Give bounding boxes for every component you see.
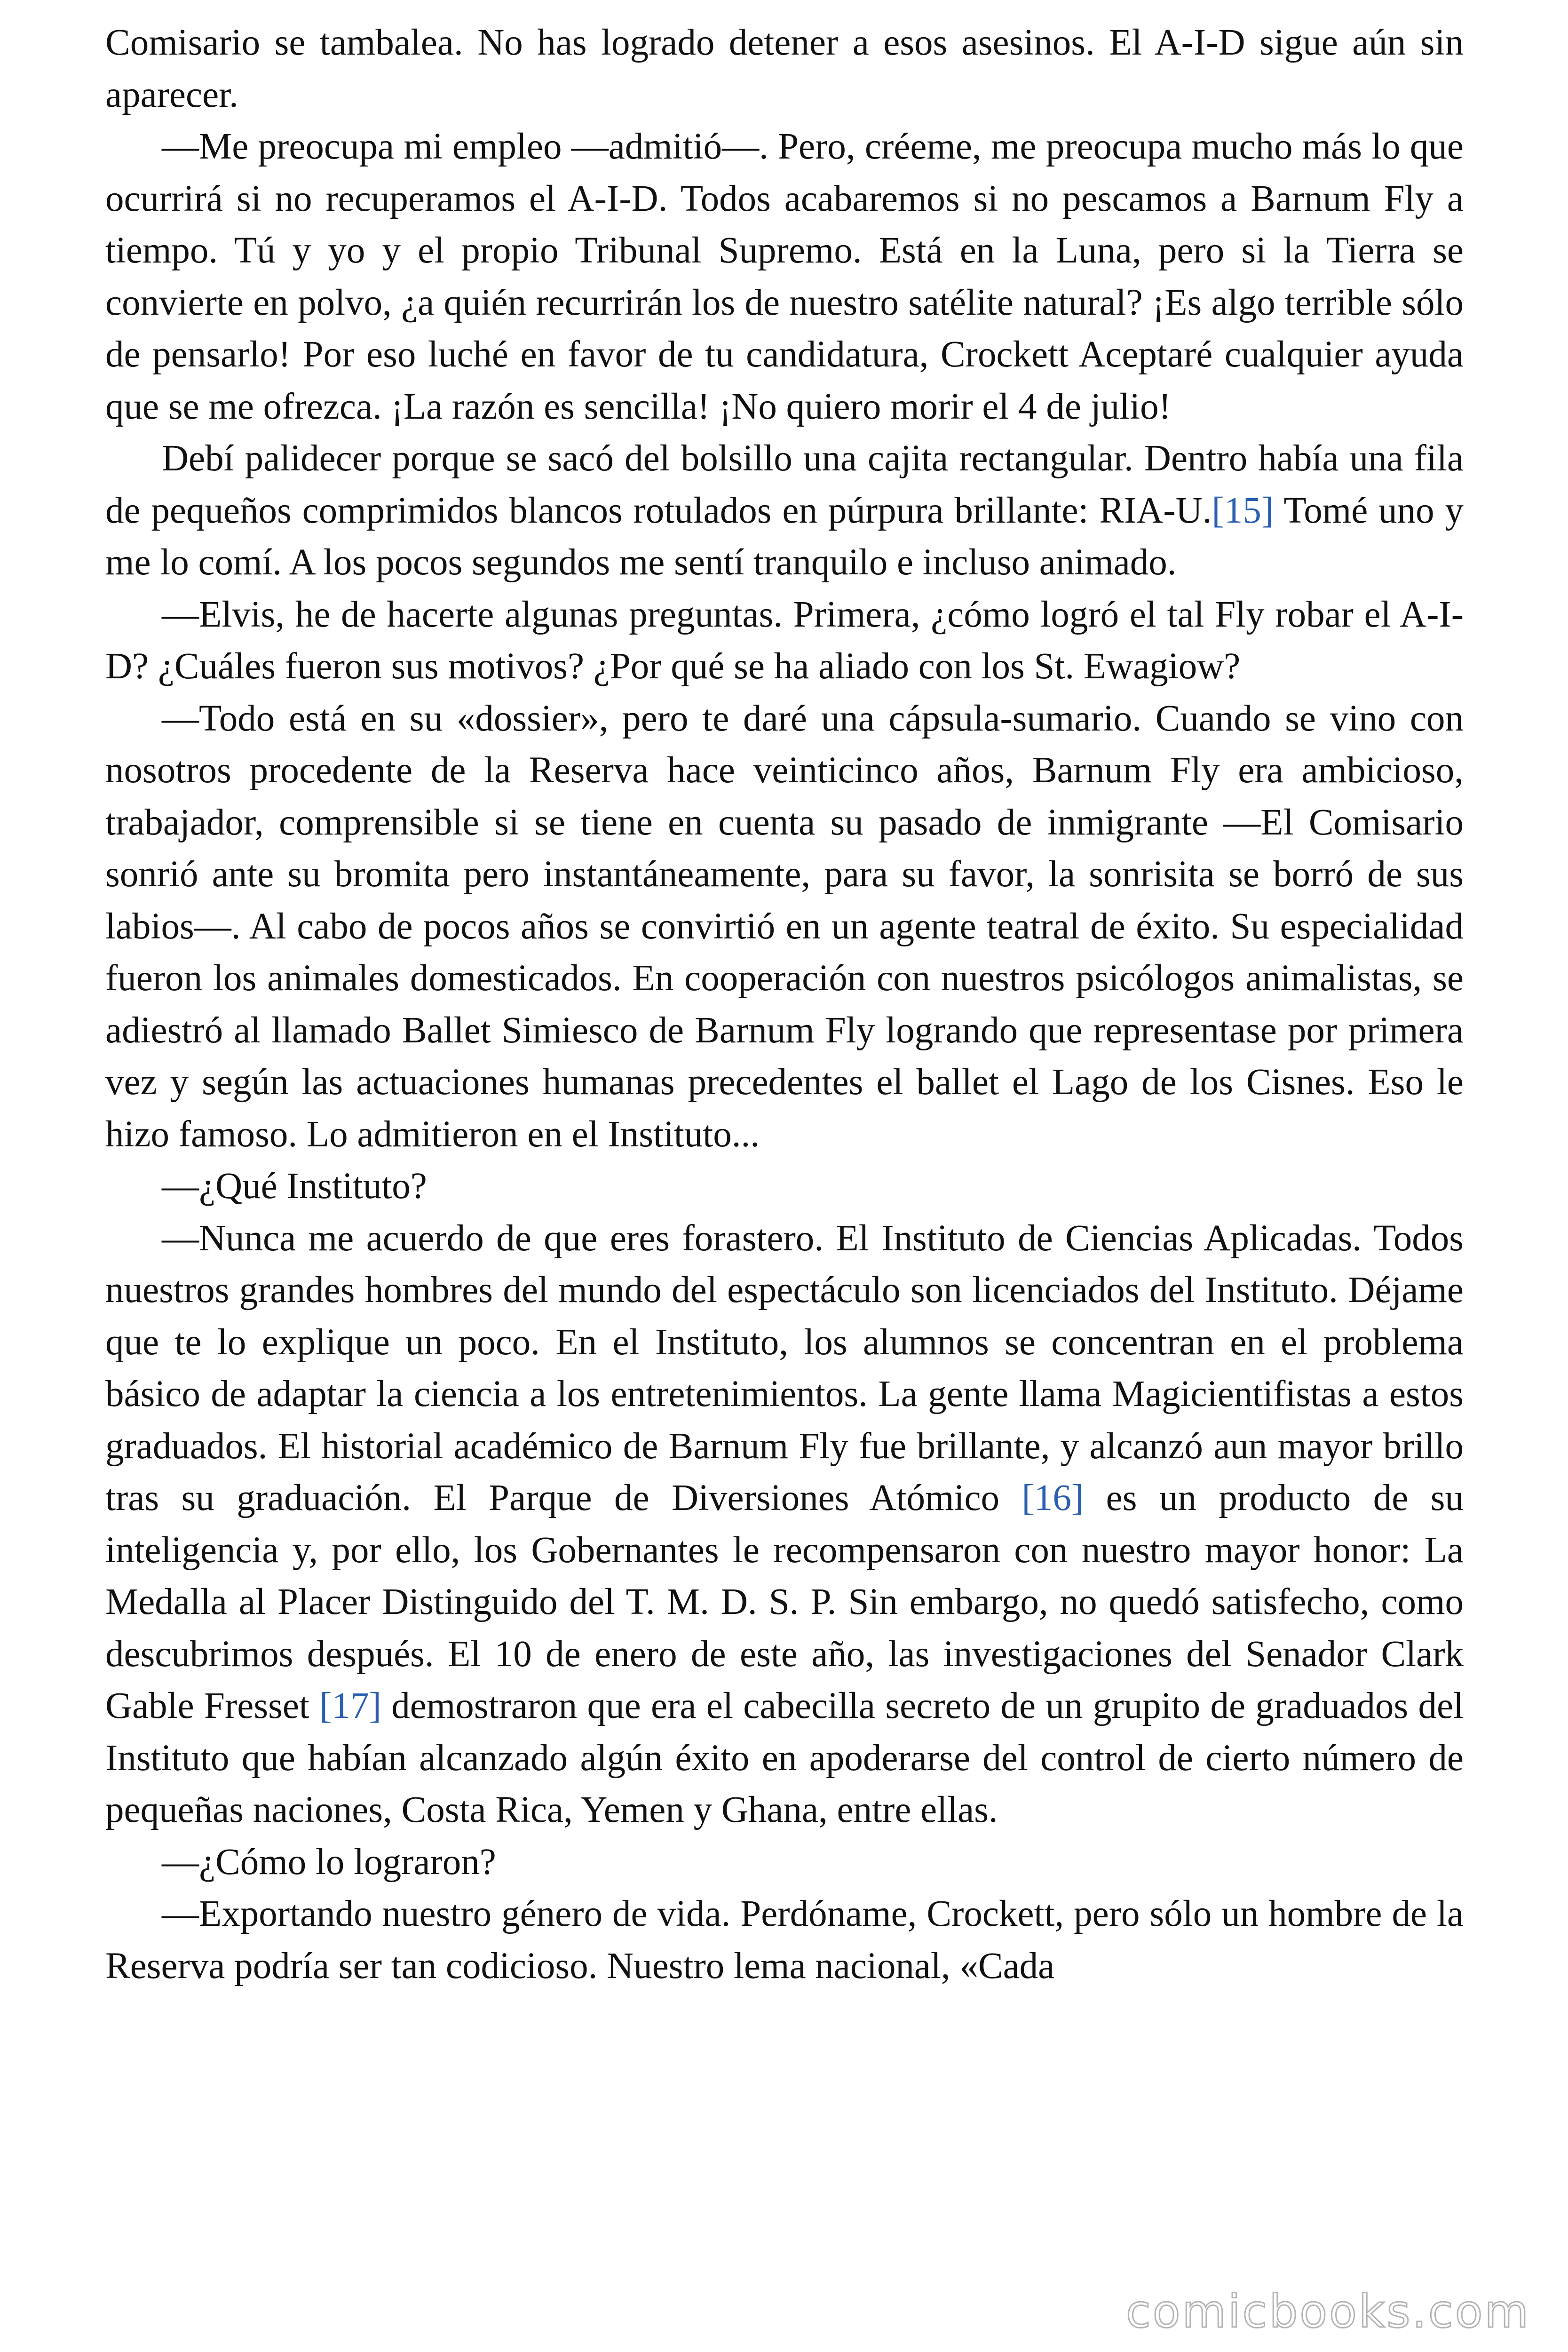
paragraph-text: —Exportando nuestro género de vida. Perdóname, Crockett, pero sólo un hombre de la Reserva podría ser tan codicioso. Nuestro lema nacional, «Cada [105, 1893, 1464, 1986]
paragraph-text: Tomé uno y me lo comí. A los pocos segundos me sentí tranquilo e incluso animado. [105, 490, 1464, 583]
paragraph [105, 1836, 1464, 1889]
page-body [105, 17, 1464, 1992]
paragraph-text: es un producto de su inteligencia y, por ello, los Gobernantes le recompensaron con nuestro mayor honor: La Medalla al Placer Distinguido del T. M. D. S. P. Sin embargo, no quedó satisfecho, como descubrimos después. El 10 de enero de este año, las investigaciones del Senador Clark Gable Fresset [105, 1478, 1464, 1726]
paragraph [105, 1888, 1464, 1992]
paragraph-text: —¿Cómo lo lograron? [162, 1841, 496, 1883]
footnote-link-16[interactable]: [16] [1022, 1478, 1084, 1518]
paragraph [105, 121, 1464, 433]
paragraph [105, 433, 1464, 589]
paragraph-text: —Nunca me acuerdo de que eres forastero. El Instituto de Ciencias Aplicadas. Todos nuestros grandes hombres del mundo del espectáculo son licenciados del Instituto. Déjame que te lo explique un poco. En el Instituto, los alumnos se concentran en el problema básico de adaptar la ciencia a los entretenimientos. La gente llama Magicientifistas a estos graduados. El historial académico de Barnum Fly fue brillante, y alcanzó aun mayor brillo tras su graduación. El Parque de Diversiones Atómico [105, 1217, 1464, 1518]
paragraph-text: —Elvis, he de hacerte algunas preguntas. Primera, ¿cómo logró el tal Fly robar el A-I-D? ¿Cuáles fueron sus motivos? ¿Por qué se ha aliado con los St. Ewagiow? [105, 594, 1464, 687]
paragraph-text: —¿Qué Instituto? [162, 1166, 427, 1207]
paragraph [105, 17, 1464, 121]
footnote-link-17[interactable]: [17] [319, 1685, 381, 1726]
paragraph [105, 589, 1464, 693]
paragraph-text: —Me preocupa mi empleo —admitió—. Pero, créeme, me preocupa mucho más lo que ocurrirá si no recuperamos el A-I-D. Todos acabaremos si no pescamos a Barnum Fly a tiempo. Tú y yo y el propio Tribunal Supremo. Está en la Luna, pero si la Tierra se convierte en polvo, ¿a quién recurrirán los de nuestro satélite natural? ¡Es algo terrible sólo de pensarlo! Por eso luché en favor de tu candidatura, Crockett Aceptaré cualquier ayuda que se me ofrezca. ¡La razón es sencilla! ¡No quiero morir el 4 de julio! [105, 126, 1464, 427]
watermark-logo: comicbooks.com [1125, 2285, 1530, 2338]
paragraph-text: Debí palidecer porque se sacó del bolsillo una cajita rectangular. Dentro había una fila de pequeños comprimidos blancos rotulados en púrpura brillante: RIA-U. [105, 438, 1464, 531]
paragraph [105, 1160, 1464, 1213]
paragraph-text: —Todo está en su «dossier», pero te daré una cápsula-sumario. Cuando se vino con nosotros procedente de la Reserva hace veinticinco años, Barnum Fly era ambicioso, trabajador, comprensible si se tiene en cuenta su pasado de inmigrante —El Comisario sonrió ante su bromita pero instantáneamente, para su favor, la sonrisita se borró de sus labios—. Al cabo de pocos años se convirtió en un agente teatral de éxito. Su especialidad fueron los animales domesticados. En cooperación con nuestros psicólogos animalistas, se adiestró al llamado Ballet Simiesco de Barnum Fly logrando que representase por primera vez y según las actuaciones humanas precedentes el ballet el Lago de los Cisnes. Eso le hizo famoso. Lo admitieron en el Instituto... [105, 698, 1464, 1155]
paragraph-text: demostraron que era el cabecilla secreto de un grupito de graduados del Instituto que habían alcanzado algún éxito en apoderarse del control de cierto número de pequeñas naciones, Costa Rica, Yemen y Ghana, entre ellas. [105, 1685, 1464, 1830]
paragraph [105, 1213, 1464, 1836]
paragraph [105, 693, 1464, 1161]
paragraph-text: Comisario se tambalea. No has logrado detener a esos asesinos. El A-I-D sigue aún sin aparecer. [105, 22, 1464, 115]
footnote-link-15[interactable]: [15] [1212, 490, 1274, 531]
